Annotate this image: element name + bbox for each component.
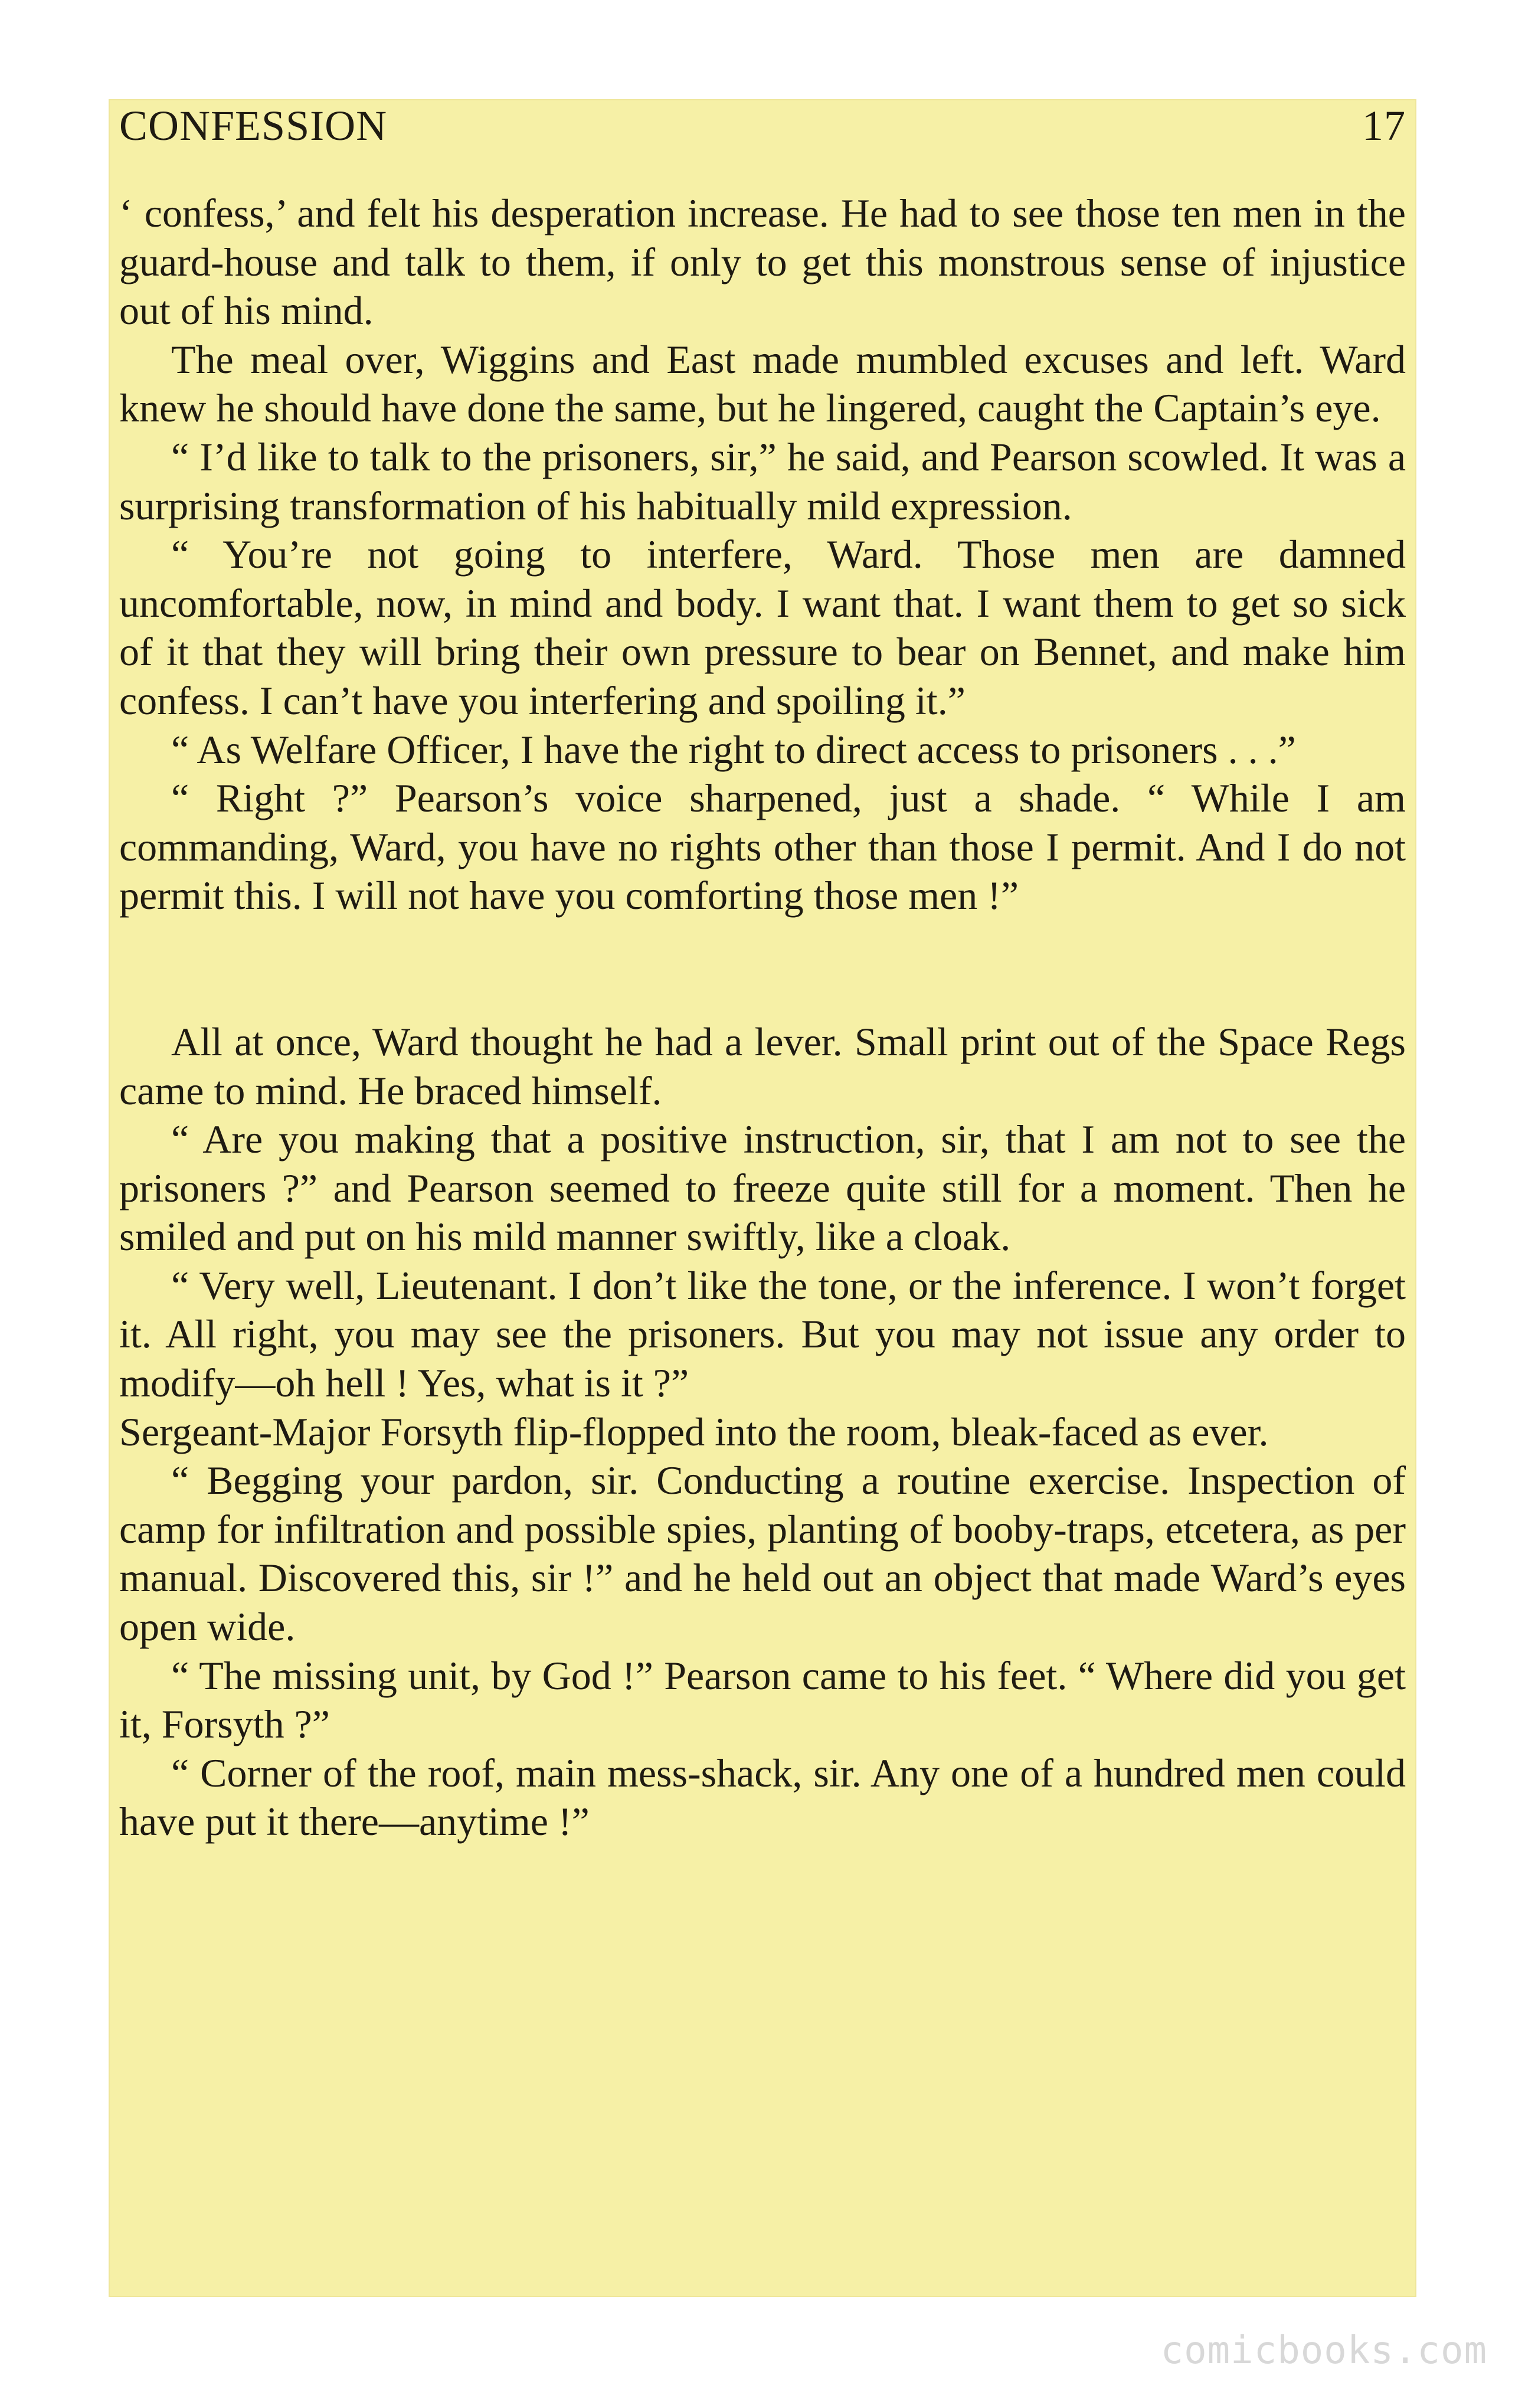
page-body	[119, 189, 1406, 1846]
page-number: 17	[1362, 102, 1406, 149]
paragraph: “ Corner of the roof, main mess-shack, sir. Any one of a hundred men could have put it there—anytime !”	[119, 1750, 1406, 1844]
paragraph: “ Begging your pardon, sir. Conducting a routine exercise. Inspection of camp for infiltration and possible spies, planting of booby-traps, etcetera, as per manual. Discovered this, sir !” and he held out an object that made Ward’s eyes open wide.	[119, 1458, 1406, 1650]
paragraph: All at once, Ward thought he had a lever. Small print out of the Space Regs came to mind. He braced himself.	[119, 1019, 1406, 1113]
paragraph: “ Very well, Lieutenant. I don’t like the tone, or the inference. I won’t forget it. All right, you may see the prisoners. But you may not issue any order to modify—oh hell ! Yes, what is it ?”	[119, 1262, 1406, 1406]
running-header	[119, 99, 1406, 152]
paragraph: ‘ confess,’ and felt his desperation increase. He had to see those ten men in the guard-house and talk to them, if only to get this monstrous sense of injustice out of his mind.	[119, 191, 1406, 333]
paragraph: The meal over, Wiggins and East made mumbled excuses and left. Ward knew he should have done the same, but he lingered, caught the Captain’s eye.	[119, 336, 1406, 431]
paragraph: “ You’re not going to interfere, Ward. Those men are damned uncomfortable, now, in mind and body. I want that. I want them to get so sick of it that they will bring their own pressure to bear on Bennet, and make him confess. I can’t have you interfering and spoiling it.”	[119, 532, 1406, 723]
paragraph: “ Right ?” Pearson’s voice sharpened, just a shade. “ While I am commanding, Ward, you have no rights other than those I permit. And I do not permit this. I will not have you comforting those men !”	[119, 776, 1406, 918]
paragraph: “ I’d like to talk to the prisoners, sir,” he said, and Pearson scowled. It was a surprising transformation of his habitually mild expression.	[119, 434, 1406, 528]
section-break	[119, 920, 1406, 1017]
watermark: comicbooks.com	[1160, 2329, 1487, 2373]
paragraph: “ The missing unit, by God !” Pearson came to his feet. “ Where did you get it, Forsyth ?”	[119, 1653, 1406, 1747]
paragraph: Sergeant-Major Forsyth flip-flopped into the room, bleak-faced as ever.	[119, 1409, 1269, 1454]
chapter-title: CONFESSION	[119, 102, 388, 149]
paragraph: “ As Welfare Officer, I have the right to direct access to prisoners . . .”	[171, 727, 1296, 772]
paragraph: “ Are you making that a positive instruction, sir, that I am not to see the prisoners ?” and Pearson seemed to freeze quite still for a moment. Then he smiled and put on his mild manner swiftly, like a cloak.	[119, 1117, 1406, 1259]
book-page	[109, 99, 1416, 2297]
